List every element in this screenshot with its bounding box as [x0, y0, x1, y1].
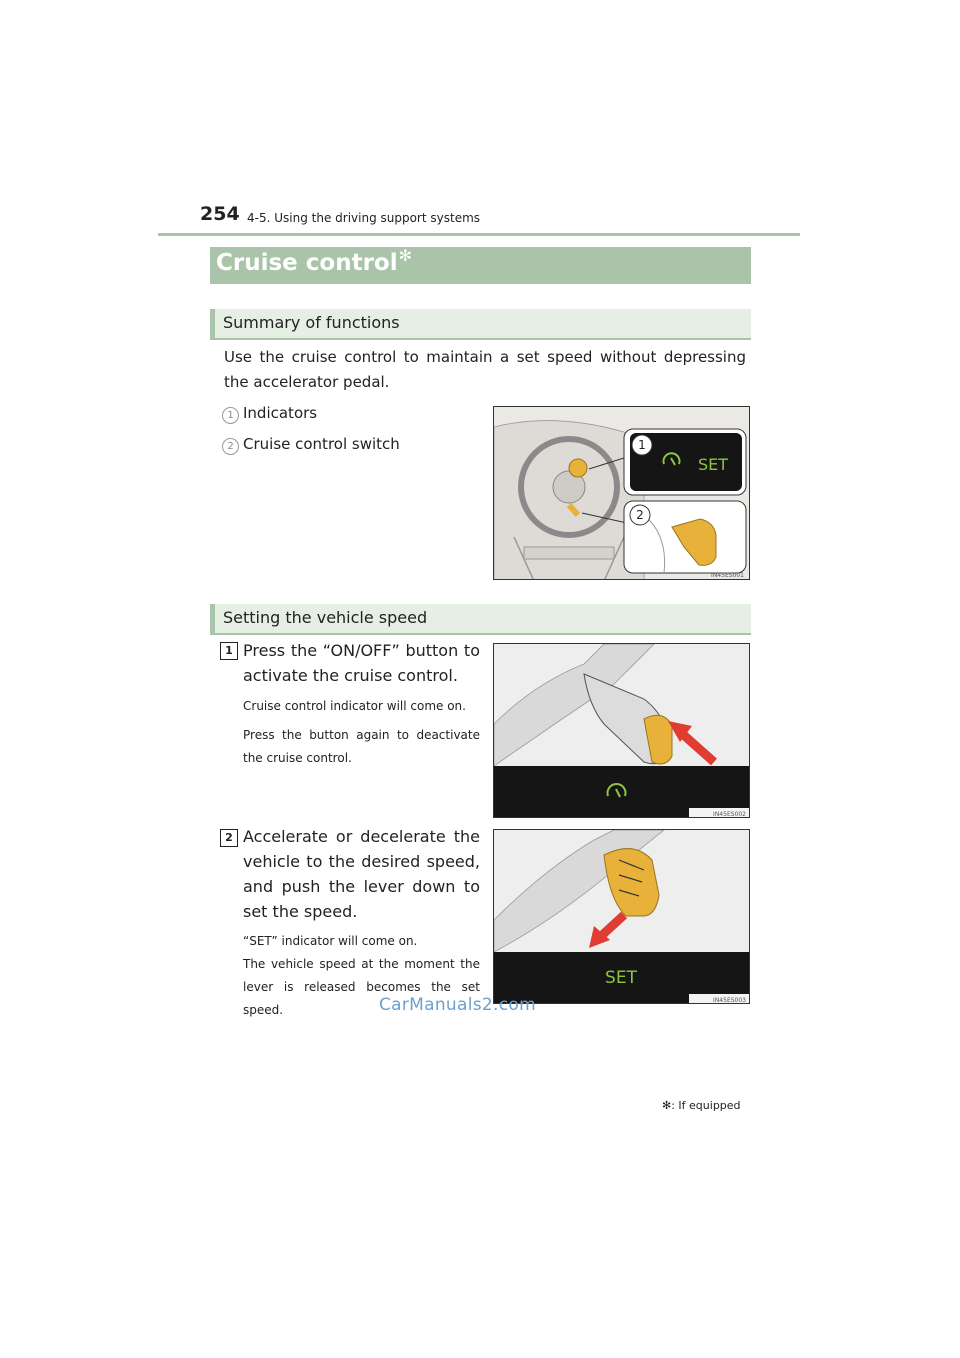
set-speed-figure [493, 829, 750, 1004]
header-rule [158, 233, 800, 236]
item-label-switch: Cruise control switch [243, 435, 400, 453]
step-2-note-2: The vehicle speed at the moment the lever is released becomes the set speed. [243, 957, 480, 1017]
item-number-1: 1 [222, 407, 239, 424]
summary-intro: Use the cruise control to maintain a set speed without depressing the accelerator pedal. [224, 348, 746, 391]
on-off-figure [493, 643, 750, 818]
set-indicator-text: SET [698, 455, 729, 474]
cockpit-illustration [494, 407, 750, 580]
item-label-indicators: Indicators [243, 404, 318, 422]
figure-code: IN45ES002 [713, 811, 746, 818]
equipped-mark: ✻ [398, 246, 413, 265]
footnote-text: : If equipped [671, 1099, 741, 1112]
page-number: 254 [200, 203, 240, 225]
set-indicator-text: SET [605, 968, 637, 988]
callout-2-label: 2 [636, 508, 644, 522]
step-1-text: Press the “ON/OFF” button to activate the cruise control. [243, 641, 480, 685]
summary-heading: Summary of functions [223, 313, 400, 332]
on-off-illustration [494, 644, 750, 818]
setting-heading-accent [210, 604, 215, 635]
page-title [216, 246, 413, 276]
figure-code: IN45ES003 [713, 997, 746, 1004]
page-title-text: Cruise control [216, 250, 398, 276]
watermark: CarManuals2.com [379, 995, 536, 1015]
summary-heading-accent [210, 309, 215, 340]
section-header: 4-5. Using the driving support systems [247, 211, 481, 225]
cockpit-figure [493, 406, 750, 580]
setting-heading: Setting the vehicle speed [223, 608, 428, 627]
step-number-2: 2 [220, 829, 238, 847]
footnote-mark: ✻ [662, 1099, 672, 1112]
step-1-note-1: Cruise control indicator will come on. [243, 699, 466, 713]
set-speed-illustration [494, 830, 750, 1004]
callout-1-label: 1 [638, 438, 646, 452]
figure-code: IN45ES001 [711, 572, 744, 579]
footnote [662, 1099, 741, 1112]
step-2-note-1: “SET” indicator will come on. [243, 934, 418, 948]
step-2-text: Accelerate or decelerate the vehicle to the desired speed, and push the lever down to set the speed. [243, 827, 480, 921]
step-1-note-2: Press the button again to deactivate the cruise control. [243, 728, 480, 765]
item-number-2: 2 [222, 438, 239, 455]
step-number-1: 1 [220, 642, 238, 660]
